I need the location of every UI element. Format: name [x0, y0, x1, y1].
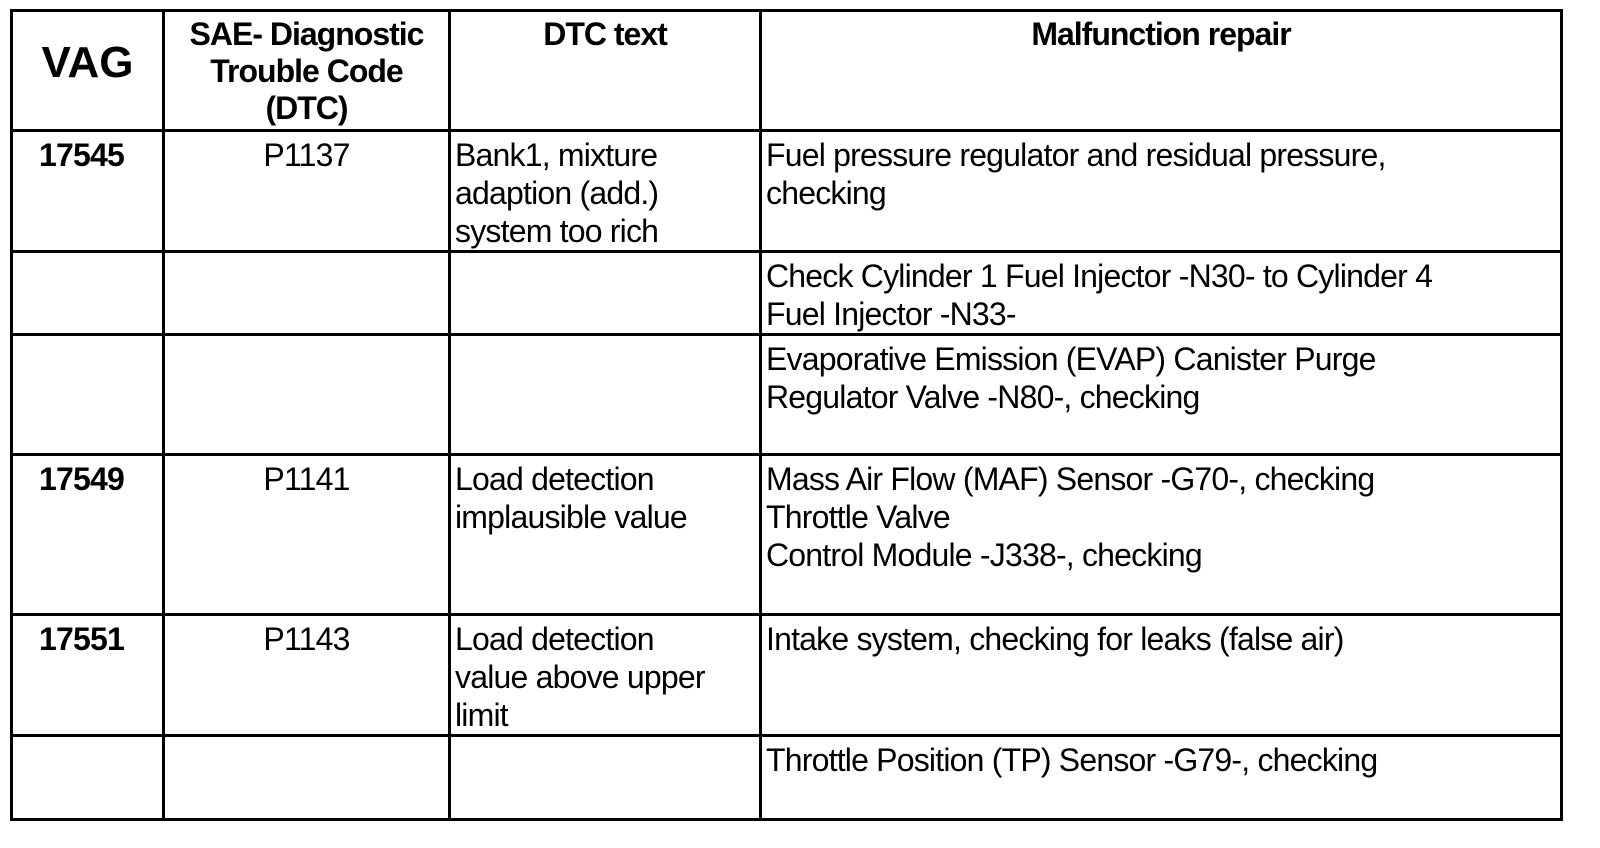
sae-dtc-cell: P1141: [164, 455, 450, 615]
header-malfunction-repair: Malfunction repair: [761, 11, 1562, 131]
table-row: [12, 615, 1562, 736]
dtc-text-line: limit: [455, 697, 508, 733]
dtc-text-cell: [450, 736, 761, 820]
repair-line: Evaporative Emission (EVAP) Canister Purge: [766, 341, 1376, 377]
repair-line: Mass Air Flow (MAF) Sensor -G70-, checking: [766, 461, 1375, 497]
table-row: [12, 736, 1562, 820]
dtc-text-cell: [450, 615, 761, 736]
header-row: [12, 11, 1562, 131]
table-row: [12, 455, 1562, 615]
sae-dtc-cell: P1143: [164, 615, 450, 736]
dtc-text-line: adaption (add.): [455, 175, 659, 211]
vag-code-cell: 17545: [12, 131, 164, 252]
sae-dtc-cell: [164, 335, 450, 455]
repair-line: Fuel pressure regulator and residual pressure,: [766, 137, 1386, 173]
sae-dtc-cell: P1137: [164, 131, 450, 252]
malfunction-repair-cell: [761, 131, 1562, 252]
header-dtc-text: DTC text: [450, 11, 761, 131]
header-sae-dtc: [164, 11, 450, 131]
sae-dtc-cell: [164, 736, 450, 820]
malfunction-repair-cell: [761, 252, 1562, 335]
table-row: [12, 252, 1562, 335]
vag-code-cell: 17551: [12, 615, 164, 736]
dtc-text-line: system too rich: [455, 213, 659, 249]
malfunction-repair-cell: [761, 335, 1562, 455]
repair-line: Regulator Valve -N80-, checking: [766, 379, 1200, 415]
table-row: [12, 131, 1562, 252]
header-sae-line: Trouble Code: [210, 53, 403, 89]
repair-line: Intake system, checking for leaks (false air): [766, 621, 1344, 657]
dtc-text-line: Load detection: [455, 461, 654, 497]
header-vag: VAG: [12, 11, 164, 131]
vag-code-cell: [12, 335, 164, 455]
header-sae-line: SAE- Diagnostic: [189, 16, 424, 52]
header-sae-line: (DTC): [265, 90, 348, 126]
vag-code-cell: 17549: [12, 455, 164, 615]
dtc-table: [10, 9, 1563, 821]
repair-line: Throttle Position (TP) Sensor -G79-, checking: [766, 742, 1378, 778]
sae-dtc-cell: [164, 252, 450, 335]
dtc-text-cell: [450, 335, 761, 455]
dtc-text-line: implausible value: [455, 499, 687, 535]
repair-line: Check Cylinder 1 Fuel Injector -N30- to Cylinder 4: [766, 258, 1433, 294]
dtc-text-cell: [450, 455, 761, 615]
dtc-text-line: Load detection: [455, 621, 654, 657]
vag-code-cell: [12, 736, 164, 820]
dtc-text-cell: [450, 131, 761, 252]
repair-line: Fuel Injector -N33-: [766, 296, 1016, 332]
repair-line: checking: [766, 175, 886, 211]
table-row: [12, 335, 1562, 455]
malfunction-repair-cell: [761, 615, 1562, 736]
dtc-text-line: value above upper: [455, 659, 705, 695]
dtc-text-line: Bank1, mixture: [455, 137, 658, 173]
repair-line: Control Module -J338-, checking: [766, 537, 1202, 573]
repair-line: Throttle Valve: [766, 499, 950, 535]
dtc-text-cell: [450, 252, 761, 335]
vag-code-cell: [12, 252, 164, 335]
malfunction-repair-cell: [761, 455, 1562, 615]
malfunction-repair-cell: [761, 736, 1562, 820]
